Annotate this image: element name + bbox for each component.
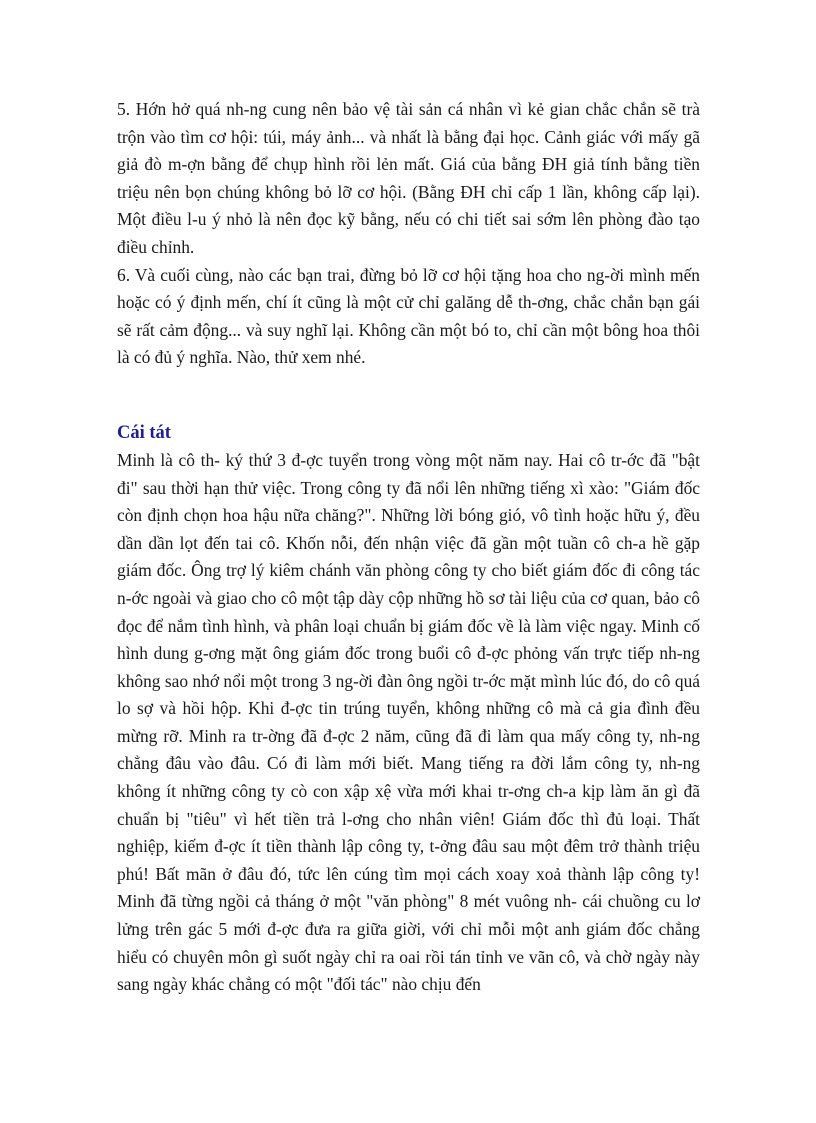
section-title: Cái tát [117,422,171,443]
document-page [117,96,700,999]
paragraph-item-5: 5. Hớn hở quá nh-ng cung nên bảo vệ tài sản cá nhân vì kẻ gian chắc chắn sẽ trà trộn vào tìm cơ hội: túi, máy ảnh... và nhất là bằng đại học. Cảnh giác với mấy gã giả đò m-ợn bằng để chụp hình rồi lẻn mất. Giá của bằng ĐH giả tính bằng tiền triệu nên bọn chúng không bỏ lỡ cơ hội. (Bằng ĐH chỉ cấp 1 lần, không cấp lại). Một điều l-u ý nhỏ là nên đọc kỹ bằng, nếu có chi tiết sai sớm lên phòng đào tạo điều chỉnh. [117,99,700,257]
section-spacer [117,372,700,419]
paragraph-item-6: 6. Và cuối cùng, nào các bạn trai, đừng bỏ lỡ cơ hội tặng hoa cho ng-ời mình mến hoặc có ý định mến, chí ít cũng là một cử chỉ galăng dễ th-ơng, chắc chắn bạn gái sẽ rất cảm động... và suy nghĩ lại. Không cần một bó to, chỉ cần một bông hoa thôi là có đủ ý nghĩa. Nào, thử xem nhé. [117,264,700,368]
story-body: Minh là cô th- ký thứ 3 đ-ợc tuyển trong vòng một năm nay. Hai cô tr-ớc đã "bật đi" sau thời hạn thử việc. Trong công ty đã nổi lên những tiếng xì xào: "Giám đốc còn định chọn hoa hậu nữa chăng?". Những lời bóng gió, vô tình hoặc hữu ý, đều dần dần lọt đến tai cô. Khốn nỗi, đến nhận việc đã gần một tuần cô ch-a hề gặp giám đốc. Ông trợ lý kiêm chánh văn phòng công ty cho biết giám đốc đi công tác n-ớc ngoài và giao cho cô một tập dày cộp những hồ sơ tài liệu của cơ quan, bảo cô đọc để nắm tình hình, và phân loại chuẩn bị giám đốc về là làm việc ngay. Minh cố hình dung g-ơng mặt ông giám đốc trong buổi cô đ-ợc phỏng vấn trực tiếp nh-ng không sao nhớ nổi một trong 3 ng-ời đàn ông ngồi tr-ớc mặt mình lúc đó, do cô quá lo sợ và hồi hộp. Khi đ-ợc tin trúng tuyển, không những cô mà cả gia đình đều mừng rỡ. Minh ra tr-ờng đã đ-ợc 2 năm, cũng đã đi làm qua mấy công ty, nh-ng chẳng đâu vào đâu. Có đi làm mới biết. Mang tiếng ra đời lắm công ty, nh-ng không ít những công ty cò con xập xệ vừa mới khai tr-ơng ch-a kịp làm ăn gì đã chuẩn bị "tiêu" vì hết tiền trả l-ơng cho nhân viên! Giám đốc thì đủ loại. Thất nghiệp, kiếm đ-ợc ít tiền thành lập công ty, t-ởng đâu sau một đêm trở thành triệu phú! Bất mãn ở đâu đó, tức lên cúng tìm mọi cách xoay xoả thành lập công ty! Minh đã từng ngồi cả tháng ở một "văn phòng" 8 mét vuông nh- cái chuồng cu lơ lửng trên gác 5 mới đ-ợc đưa ra giữa giời, với chỉ mỗi một anh giám đốc chẳng hiểu có chuyên môn gì suốt ngày chỉ ra oai rồi tán tỉnh ve vãn cô, và chờ ngày này sang ngày khác chẳng có một "đối tác" nào chịu đến [117,449,700,995]
